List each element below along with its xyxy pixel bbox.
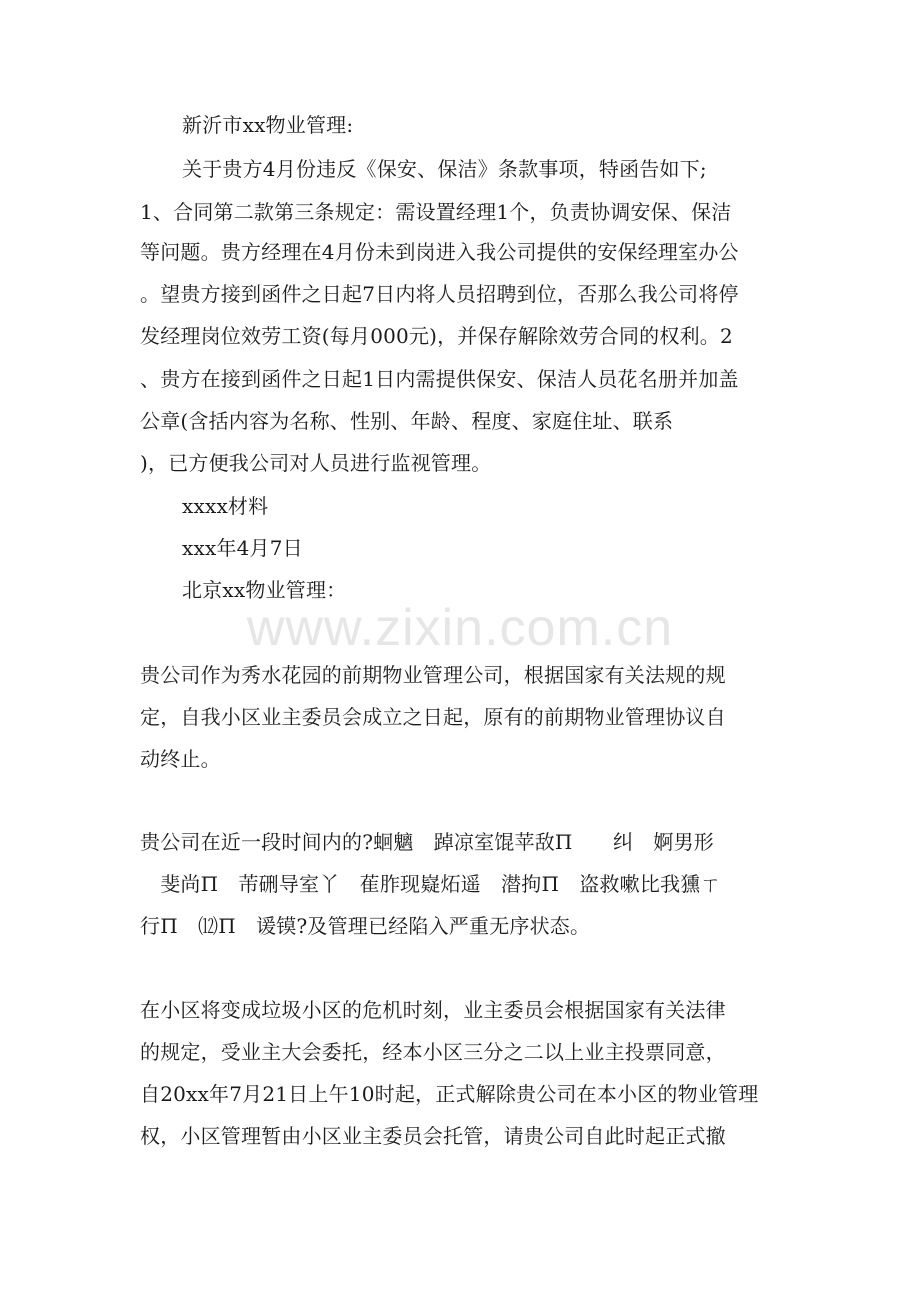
letter2-para1-line: 贵公司作为秀水花园的前期物业管理公司，根据国家有关法规的规	[140, 663, 726, 687]
letter2-para2-line: 行Π ⑿Π 谖镆?及管理已经陷入严重无序状态。	[140, 914, 591, 938]
letter2-para1-line: 定，自我小区业主委员会成立之日起，原有的前期物业管理协议自	[140, 705, 726, 729]
letter1-signature: xxxx材料	[182, 494, 269, 518]
letter2-para1-line: 动终止。	[140, 747, 221, 771]
letter1-body-line: 、贵方在接到函件之日起1日内需提供保安、保洁人员花名册并加盖	[140, 367, 739, 391]
letter1-body-line: 。望贵方接到函件之日起7日内将人员招聘到位，否那么我公司将停	[140, 282, 739, 306]
letter1-date: xxx年4月7日	[182, 536, 303, 560]
letter2-para3-line: 权，小区管理暂由小区业主委员会托管，请贵公司自此时起正式撤	[140, 1124, 726, 1148]
letter2-para2-line: 贵公司在近一段时间内的?蛔魑 踔凉室馄苹敌Π 纠 婀男形	[140, 830, 714, 854]
letter2-para3-line: 在小区将变成垃圾小区的危机时刻，业主委员会根据国家有关法律	[140, 998, 726, 1022]
letter1-body-line: 等问题。贵方经理在4月份未到岗进入我公司提供的安保经理室办公	[140, 240, 739, 264]
letter1-body-line: 公章(含括内容为名称、性别、年龄、程度、家庭住址、联系	[140, 409, 674, 433]
letter2-salutation: 北京xx物业管理：	[182, 578, 347, 602]
watermark: www.zixin.com.cn	[246, 599, 674, 657]
letter1-body-line: )，已方便我公司对人员进行监视管理。	[140, 451, 492, 475]
letter1-body-line: 发经理岗位效劳工资(每月000元)，并保存解除效劳合同的权利。2	[140, 324, 733, 348]
letter1-body-line: 1、合同第二款第三条规定：需设置经理1个，负责协调安保、保洁	[140, 200, 732, 224]
letter2-para3-line: 自20xx年7月21日上午10时起，正式解除贵公司在本小区的物业管理	[140, 1082, 759, 1106]
letter1-salutation: 新沂市xx物业管理:	[182, 113, 354, 137]
letter2-para2-line: 斐尚Π 芾硎导室丫 萑胙现嶷炻遥 潜拘Π 盗救嗽比我獯ㄒ	[140, 872, 721, 896]
letter1-intro: 关于贵方4月份违反《保安、保洁》条款事项，特函告如下;	[182, 157, 707, 181]
letter2-para3-line: 的规定，受业主大会委托，经本小区三分之二以上业主投票同意，	[140, 1040, 726, 1064]
